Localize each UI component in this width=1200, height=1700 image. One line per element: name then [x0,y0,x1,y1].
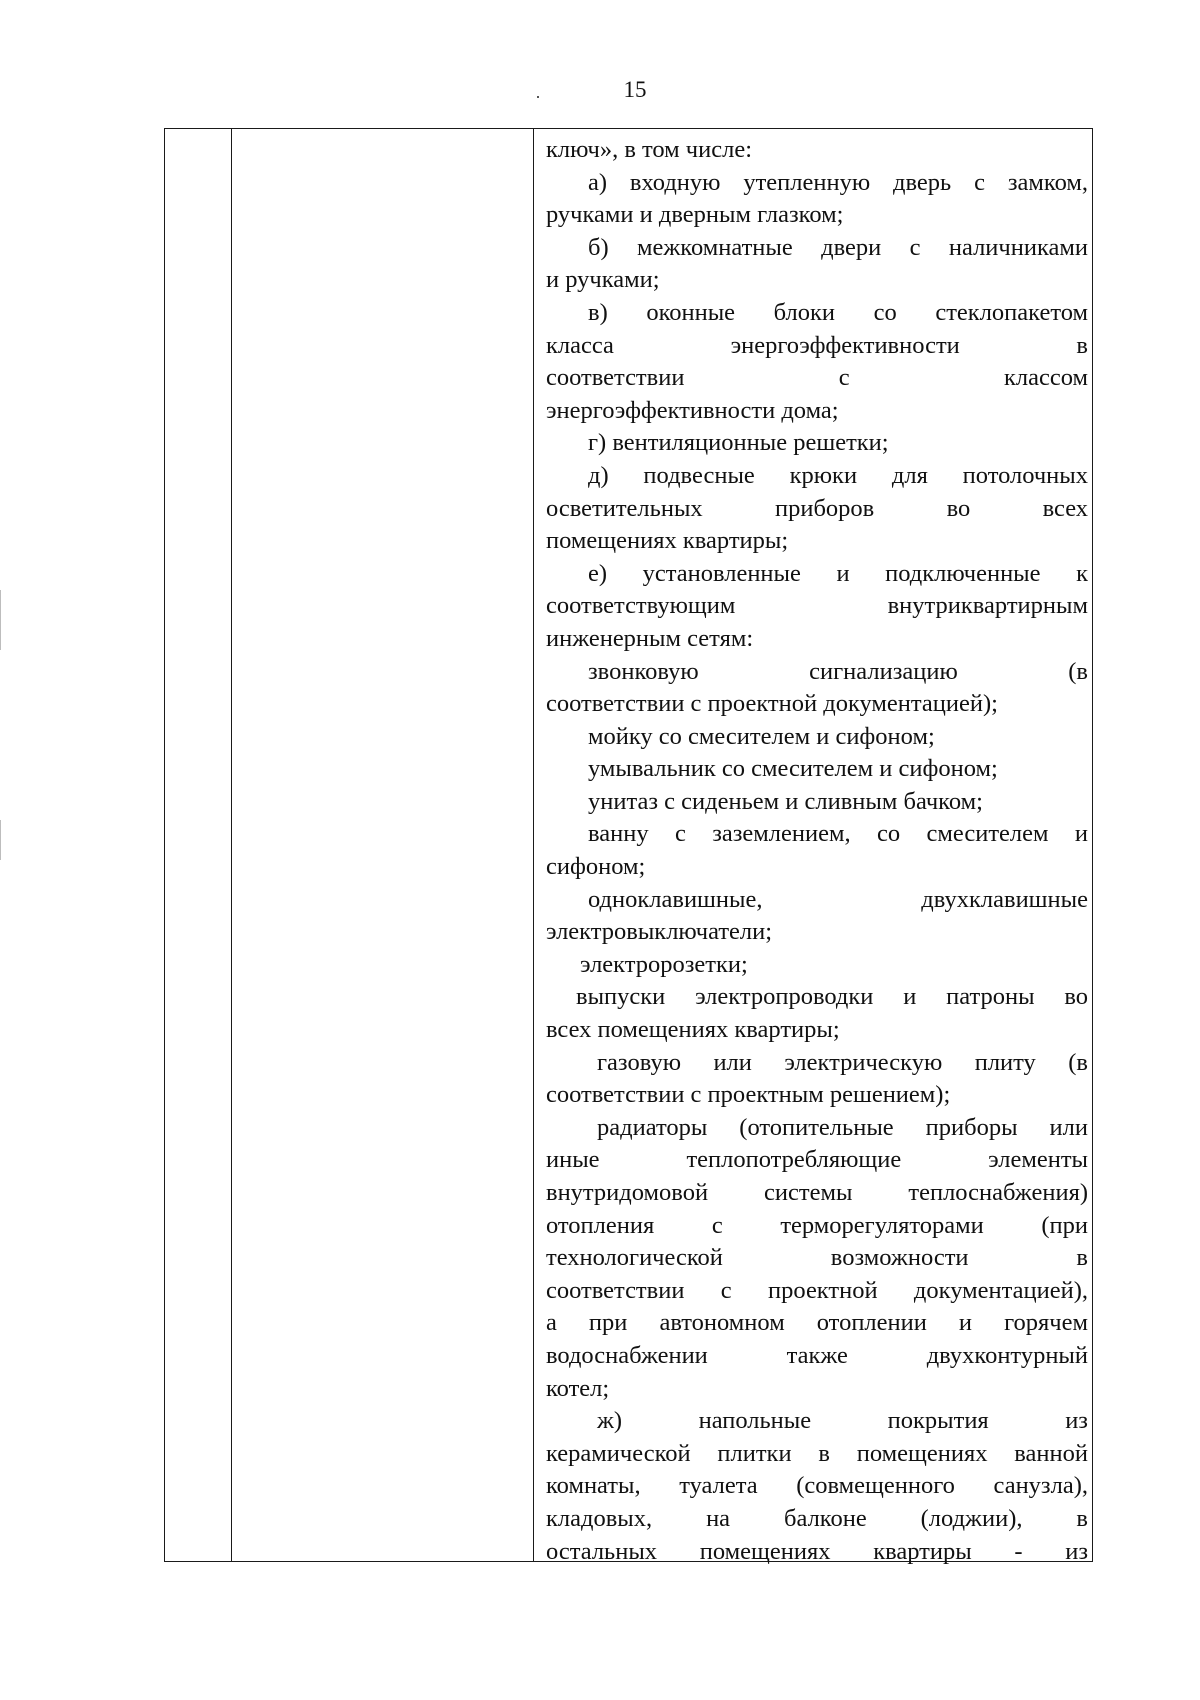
text-line: а при автономном отоплении и горячем [546,1309,1088,1337]
text-line: выпуски электропроводки и патроны во [576,983,1088,1011]
document-table [164,128,1093,1565]
text-line: газовую или электрическую плиту (в [597,1048,1088,1076]
text-line: и ручками; [546,266,660,294]
text-line: помещениях квартиры; [546,527,789,555]
text-line: г) вентиляционные решетки; [588,429,889,457]
scan-edge-mark [0,590,1,650]
scan-edge-mark [0,820,1,860]
text-line: б) межкомнатные двери с наличниками [588,233,1088,261]
text-line: ж) напольные покрытия из [597,1407,1088,1435]
text-line: ванну с заземлением, со смесителем и [588,820,1088,848]
page-number: 15 [623,77,647,102]
table-cell-content [546,134,1088,1568]
text-line: отопления с терморегуляторами (при [546,1211,1088,1239]
text-line: иные теплопотребляющие элементы [546,1146,1088,1174]
text-line: энергоэффективности дома; [546,396,839,424]
column-divider [231,129,232,1561]
text-line: соответствии с классом [546,364,1088,392]
text-line: соответствии с проектной документацией); [546,690,998,718]
text-line: е) установленные и подключенные к [588,559,1088,587]
text-line: мойку со смесителем и сифоном; [588,722,935,750]
text-line: в) оконные блоки со стеклопакетом [588,298,1088,326]
text-line: всех помещениях квартиры; [546,1016,840,1044]
text-line: радиаторы (отопительные приборы или [597,1113,1088,1141]
text-line: одноклавишные, двухклавишные [588,885,1088,913]
text-line: комнаты, туалета (совмещенного санузла), [546,1472,1088,1500]
text-line: кладовых, на балконе (лоджии), в [546,1504,1088,1532]
table-cell-number [165,129,231,1561]
text-line: керамической плитки в помещениях ванной [546,1439,1088,1467]
text-line: внутридомовой системы теплоснабжения) [546,1179,1088,1206]
text-line: унитаз с сиденьем и сливным бачком; [588,787,983,815]
text-line: а) входную утепленную дверь с замком, [588,168,1088,196]
text-line: котел; [546,1374,610,1402]
text-line: умывальник со смесителем и сифоном; [588,755,998,783]
text-line: звонковую сигнализацию (в [588,657,1088,685]
text-line: инженерным сетям: [546,624,754,652]
text-line: класса энергоэффективности в [546,331,1088,359]
table-cell-title [232,129,533,1561]
text-line: соответствии с проектным решением); [546,1081,951,1109]
text-line: водоснабжении также двухконтурный [546,1341,1088,1369]
text-line: д) подвесные крюки для потолочных [588,461,1088,489]
text-line: ключ», в том числе: [546,136,753,163]
text-line: электророзетки; [580,950,748,978]
text-line: ручками и дверным глазком; [546,201,844,229]
text-line: остальных помещениях квартиры - из [546,1537,1088,1565]
text-line: осветительных приборов во всех [546,494,1088,522]
text-line: соответствии с проектной документацией), [546,1276,1088,1304]
text-line: сифоном; [546,853,646,881]
text-line: электровыключатели; [546,918,773,946]
column-divider [533,129,534,1561]
text-line: соответствующим внутриквартирным [546,592,1088,620]
scan-artifact-dot [537,96,539,98]
text-line: технологической возможности в [546,1244,1088,1272]
